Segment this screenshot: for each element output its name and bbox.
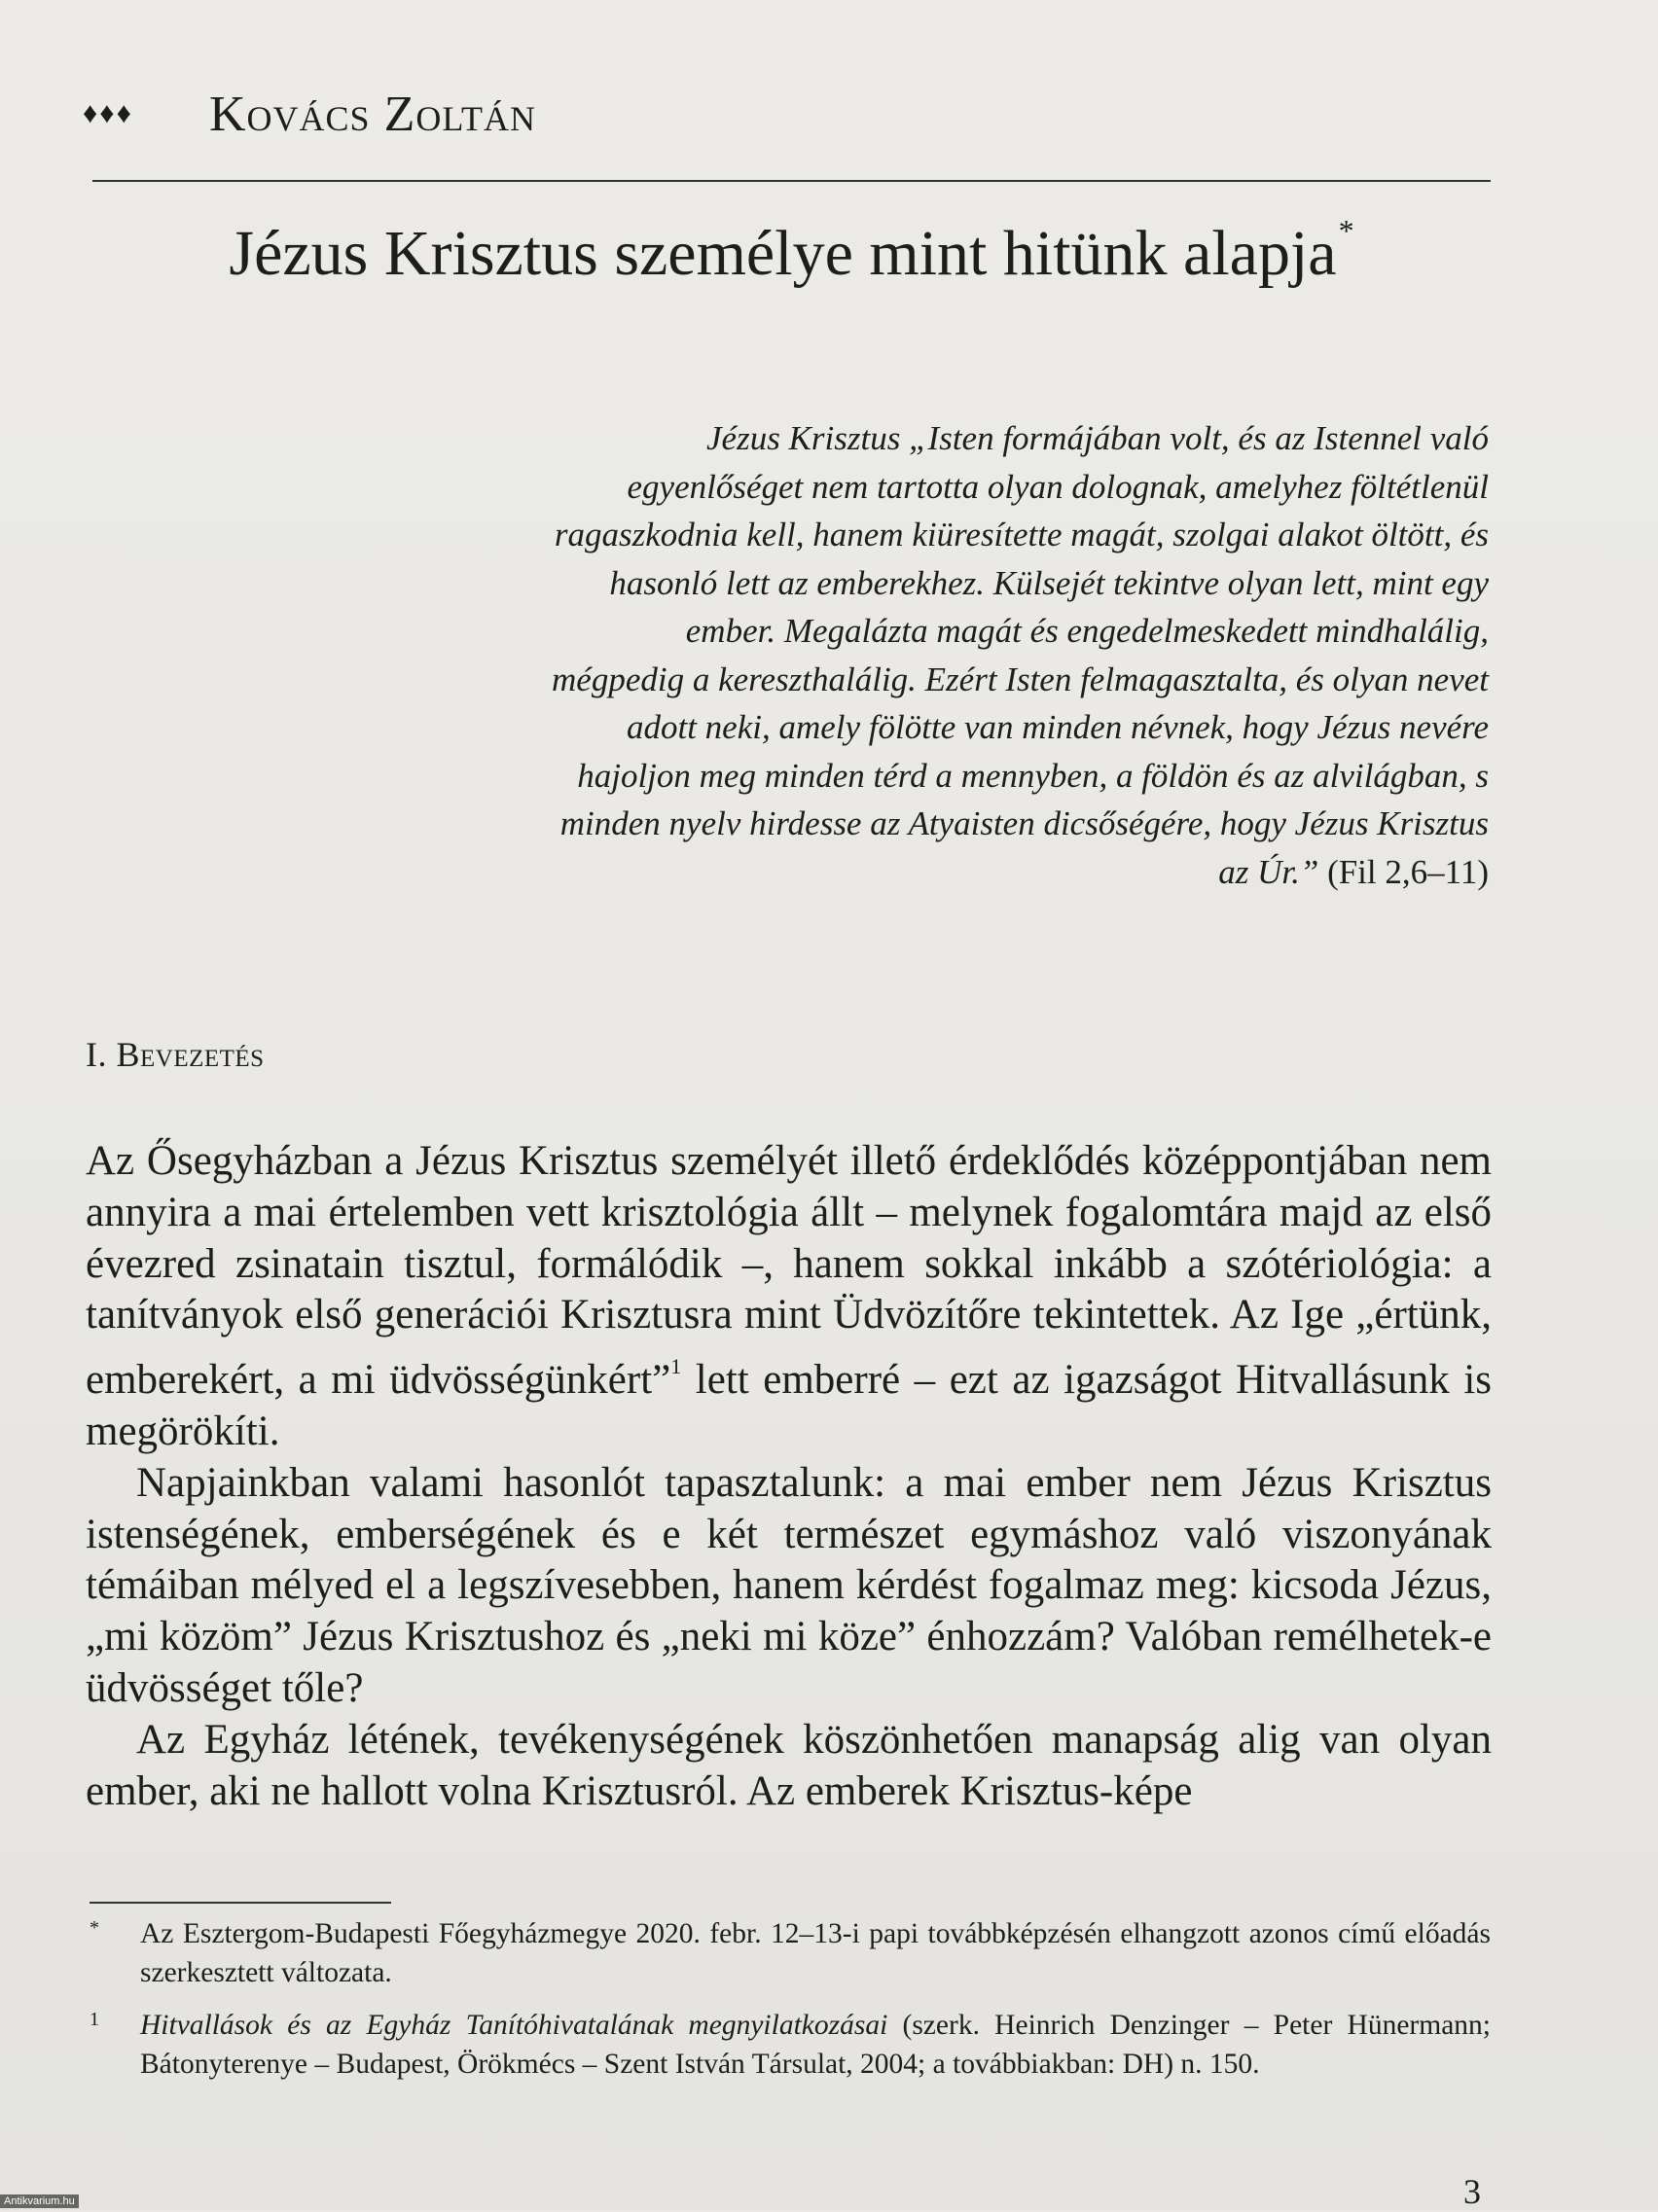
paragraph-1 bbox=[86, 1136, 1492, 1458]
epigraph-text: Jézus Krisztus „Isten formájában volt, és az Istennel való egyenlőséget nem tartotta olyan dolognak, amelyhez föltétlenül ragaszkodnia kell, hanem kiüresítette magát, szolgai alakot öltött, és hasonló lett az emberekhez. Külsejét tekintve olyan lett, mint egy ember. Megalázta magát és engedelmeskedett mindhalálig, mégpedig a kereszthalálig. Ezért Isten felmagasztalta, és olyan nevet adott neki, amely fölötte van minden névnek, hogy Jézus nevére hajoljon meg minden térd a mennyben, a földön és az alvilágban, s minden nyelv hirdesse az Atyaisten dicsőségére, hogy Jézus Krisztus az Úr.” bbox=[552, 419, 1489, 891]
footnote-rule bbox=[90, 1902, 391, 1904]
paragraph-1-text-end: lett emberré – ezt az igazságot Hitvallásunk is megörökíti. bbox=[86, 1357, 1493, 1454]
epigraph-reference: (Fil 2,6–11) bbox=[1327, 852, 1489, 891]
footnote-1-title: Hitvallások és az Egyház Tanítóhivatalának megnyilatkozásai bbox=[140, 2010, 888, 2041]
paragraph-3: Az Egyház létének, tevékenységének köszönhetően manapság alig van olyan ember, aki ne hallott volna Krisztusról. Az emberek Krisztus-képe bbox=[86, 1716, 1492, 1814]
paragraph-2: Napjainkban valami hasonlót tapasztalunk: a mai ember nem Jézus Krisztus istenségének, emberségének és e két természet egymáshoz való viszonyának témáiban mélyed el a legszívesebben, hanem kérdést fogalmaz meg: kicsoda Jézus, „mi közöm” Jézus Krisztushoz és „neki mi köze” énhozzám? Valóban remélhetek-e üdvösséget tőle? bbox=[86, 1459, 1492, 1711]
footnote-star-mark: * bbox=[90, 1917, 99, 1939]
footnote-1-text: (szerk. Heinrich Denzinger – Peter Hünermann; Bátonyterenye – Budapest, Örökmécs – Szent István Társulat, 2004; a továbbiakban: DH) n. 150. bbox=[140, 2010, 1491, 2080]
footnote-1 bbox=[90, 2006, 1491, 2084]
article-title bbox=[92, 187, 1491, 298]
footnote-star bbox=[90, 1914, 1491, 1992]
footnotes bbox=[90, 1914, 1491, 2097]
paragraph-1-text: Az Ősegyházban a Jézus Krisztus személyét illető érdeklődés középpontjában nem annyira a mai értelemben vett krisztológia állt – melynek fogalomtára majd az első évezred zsinatain tisztul, formálódik –, hanem sokkal inkább a szótériológia: a tanítványok első generációi Krisztusra mint Üdvözítőre tekintettek. Az Ige „értünk, emberekért, a mi üdvösségünkért” bbox=[86, 1138, 1492, 1404]
author-name: Kovács Zoltán bbox=[209, 86, 537, 142]
section-heading: I. Bevezetés bbox=[86, 1035, 265, 1074]
article-title-text: Jézus Krisztus személye mint hitünk alapja bbox=[229, 218, 1337, 289]
epigraph-quote bbox=[545, 414, 1489, 896]
watermark-label: Antikvarium.hu bbox=[0, 2194, 79, 2208]
diamond-ornament-icon: ♦♦♦ bbox=[83, 97, 133, 129]
title-footnote-marker: * bbox=[1338, 213, 1354, 248]
footnote-ref-1: 1 bbox=[670, 1354, 682, 1379]
page-number: 3 bbox=[1463, 2172, 1481, 2211]
body-text bbox=[86, 1136, 1492, 1817]
footnote-1-mark: 1 bbox=[90, 2009, 99, 2030]
footnote-star-text: Az Esztergom-Budapesti Főegyházmegye 2020. febr. 12–13-i papi továbbképzésén elhangzott azonos című előadás szerkesztett változata. bbox=[140, 1918, 1491, 1988]
header-rule bbox=[92, 180, 1491, 182]
running-header bbox=[83, 80, 1494, 148]
